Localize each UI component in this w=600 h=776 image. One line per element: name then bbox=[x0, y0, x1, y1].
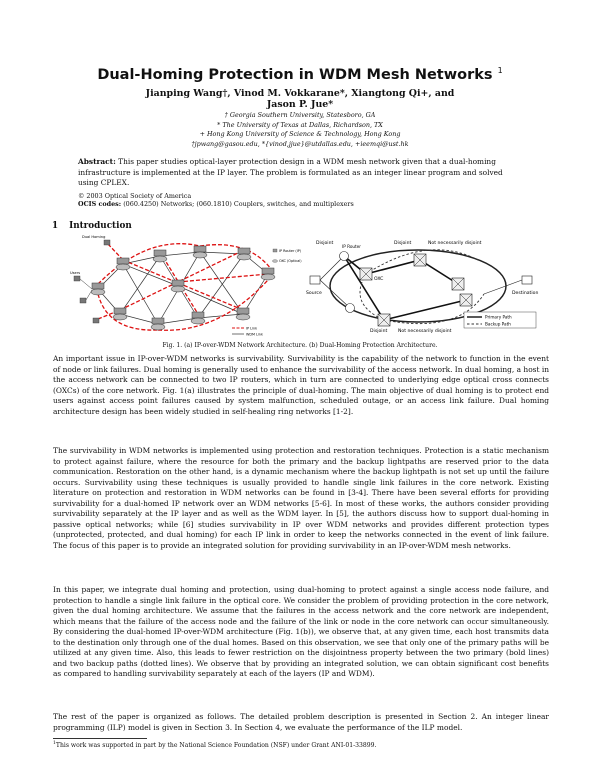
footnote-mark: 1 bbox=[53, 741, 56, 746]
section-number: 1 bbox=[52, 221, 59, 231]
footnote-text: This work was supported in part by the National Science Foundation (NSF) under Grant ANI-01-33899. bbox=[55, 742, 377, 750]
network-node bbox=[153, 250, 167, 262]
legend-ip-router: IP Router (IP) bbox=[279, 249, 302, 253]
author-emails: †jpwang@gasou.edu, *{vinod,jjue}@utdallas.edu, +ieemqi@ust.hk bbox=[191, 139, 409, 148]
footnote-rule bbox=[53, 738, 147, 739]
legend-ip-link: IP Link bbox=[246, 326, 258, 331]
legend-wdm-link: WDM Link bbox=[246, 332, 263, 337]
abstract-text: This paper studies optical-layer protection design in a WDM mesh network given that a dual-homing infrastructure is implemented at the IP layer. The problem is formulated as an integer linear program and solved using CPLEX. bbox=[78, 157, 503, 187]
legend-oxc: OXC (Optical) bbox=[279, 259, 302, 263]
legend-link-types bbox=[232, 327, 263, 337]
author-list bbox=[0, 88, 600, 110]
paper-meta bbox=[78, 192, 524, 209]
legend-primary-path: Primary Path bbox=[485, 314, 512, 320]
affiliations bbox=[0, 111, 600, 149]
footnote bbox=[53, 741, 549, 749]
network-node bbox=[261, 268, 275, 280]
network-node bbox=[191, 312, 205, 324]
legend-node-types bbox=[273, 249, 303, 263]
title-footnote-mark: 1 bbox=[497, 66, 503, 75]
destination-host bbox=[522, 276, 532, 284]
label-not-necessarily-disjoint-bottom: Not necessarily disjoint bbox=[398, 329, 452, 334]
network-node bbox=[193, 246, 207, 258]
copyright-line: © 2003 Optical Society of America bbox=[78, 192, 192, 200]
oxc-nodes bbox=[360, 254, 472, 326]
network-node bbox=[113, 308, 127, 320]
network-node bbox=[151, 318, 165, 330]
label-ip-router: IP Router bbox=[342, 244, 361, 249]
network-node bbox=[116, 258, 130, 270]
affiliation-utd: * The University of Texas at Dallas, Richardson, TX bbox=[217, 120, 383, 129]
label-disjoint-top-left: Disjoint bbox=[316, 241, 334, 246]
paper-title: Dual-Homing Protection in WDM Mesh Networks $^1$ bbox=[97, 66, 503, 83]
network-nodes bbox=[91, 246, 275, 330]
section-title: Introduction bbox=[69, 221, 132, 231]
network-node bbox=[237, 248, 251, 260]
paragraph-1: An important issue in IP-over-WDM networks is survivability. Survivability is the capability of the network to function in the event of node or link failures. Dual homing is generally used to enhance the survivability of the access network. In dual homing, a host in the access network can be connected to two IP routers, which in turn are connected to underlying edge optical cross connects (OXCs) of the core network. Fig. 1(a) illustrates the principle of dual-homing. The main objective of dual homing is to protect end users against access point failures caused by system malfunction, scheduled outage, or an access link failure. Dual homing architecture design has been widely studied in self-healing ring networks [1-2]. bbox=[53, 354, 550, 416]
label-oxc: OXC bbox=[374, 277, 384, 282]
figure-1a-network bbox=[70, 235, 302, 337]
user-hosts bbox=[74, 240, 110, 323]
figure-1-caption: Fig. 1. (a) IP-over-WDM Network Architecture. (b) Dual-Homing Protection Architecture. bbox=[162, 342, 438, 349]
figure-1 bbox=[68, 234, 539, 340]
affiliation-hkust: + Hong Kong University of Science & Technology, Hong Kong bbox=[199, 130, 401, 139]
paragraph-2: The survivability in WDM networks is implemented using protection and restoration techniques. Protection is a static mechanism to protect against failure, where the resource for both the primary and the backup lightpaths are reserved prior to the data communication. Restoration on the other hand, is a dynamic mechanism where the backup lightpath is not set up until the failure occurs. Survivability using these techniques is usually provided to handle single link failures in the core network. Existing literature on protection and restoration in WDM networks can be found in [3-4]. There have been several efforts for providing survivability for a dual-homed IP network over an WDM networks [5-6]. In most of these works, the authors consider providing survivability separately at the IP layer and as well as the WDM layer. In [5], the authors discuss how to support dual-homing in passive optical networks; while [6] studies survivability in IP over WDM networks and provides different protection types (unprotected, protected, and dual homing) for each IP link in order to keep the networks connected in the event of link failure. The focus of this paper is to provide an integrated solution for providing survivability in an IP-over-WDM mesh networks. bbox=[53, 446, 549, 550]
network-node bbox=[91, 283, 105, 295]
source-host bbox=[310, 276, 320, 284]
label-disjoint-top-mid: Disjoint bbox=[394, 241, 412, 246]
router-bottom bbox=[346, 304, 355, 313]
section-heading-introduction bbox=[52, 221, 132, 231]
abstract-label: Abstract: bbox=[78, 157, 116, 166]
paragraph-3: In this paper, we integrate dual homing and protection, using dual-homing to protect against a single access node failure, and protection to handle a single link failure in the optical core. We consider the problem of providing protection in the core network, given the dual homing architecture. We assume that the failures in the access network and the core network are independent, which means that the failure of the access node and the failure of the link or node in the core network can occur simultaneously. By considering the dual-homed IP-over-WDM architecture (Fig. 1(b)), we observe that, at any given time, each host transmits data to the destination only through one of the dual homes. Based on this observation, we see that only one of the primary paths will be utilized at any given time. Also, this leads to fewer restriction on the disjointness property between the two primary (bold lines) and two backup paths (dotted lines). We observe that by providing an integrated solution, we can obtain significant cost benefits as compared to handling survivability separately at each of the layers (IP and WDM). bbox=[53, 585, 549, 679]
legend-backup-path: Backup Path bbox=[485, 321, 511, 327]
figure-1b-protection bbox=[306, 240, 538, 334]
network-node bbox=[171, 280, 185, 292]
label-destination: Destination bbox=[512, 291, 539, 296]
label-not-necessarily-disjoint-top: Not necessarily disjoint bbox=[428, 241, 482, 246]
authors-line-2: Jason P. Jue* bbox=[266, 99, 334, 110]
ocis-text: (060.4250) Networks; (060.1810) Couplers, switches, and multiplexers bbox=[123, 200, 354, 209]
router-top bbox=[340, 252, 349, 261]
ocis-label: OCIS codes: bbox=[78, 200, 122, 209]
network-node bbox=[236, 308, 250, 320]
legend-path-types bbox=[464, 312, 536, 328]
ocis-codes bbox=[78, 200, 524, 208]
abstract bbox=[78, 157, 524, 189]
label-disjoint-bottom: Disjoint bbox=[370, 329, 388, 334]
authors-line-1: Jianping Wang†, Vinod M. Vokkarane*, Xiangtong Qi+, and bbox=[145, 88, 455, 99]
label-users: Users bbox=[70, 271, 81, 275]
label-dual-homing: Dual Homing bbox=[82, 235, 106, 239]
affiliation-georgia: † Georgia Southern University, Statesboro, GA bbox=[224, 111, 376, 119]
paragraph-4: The rest of the paper is organized as follows. The detailed problem description is presented in Section 2. An integer linear programming (ILP) model is given in Section 3. In Section 4, we evaluate the performance of the ILP model. bbox=[53, 712, 549, 732]
label-source: Source bbox=[306, 291, 322, 296]
